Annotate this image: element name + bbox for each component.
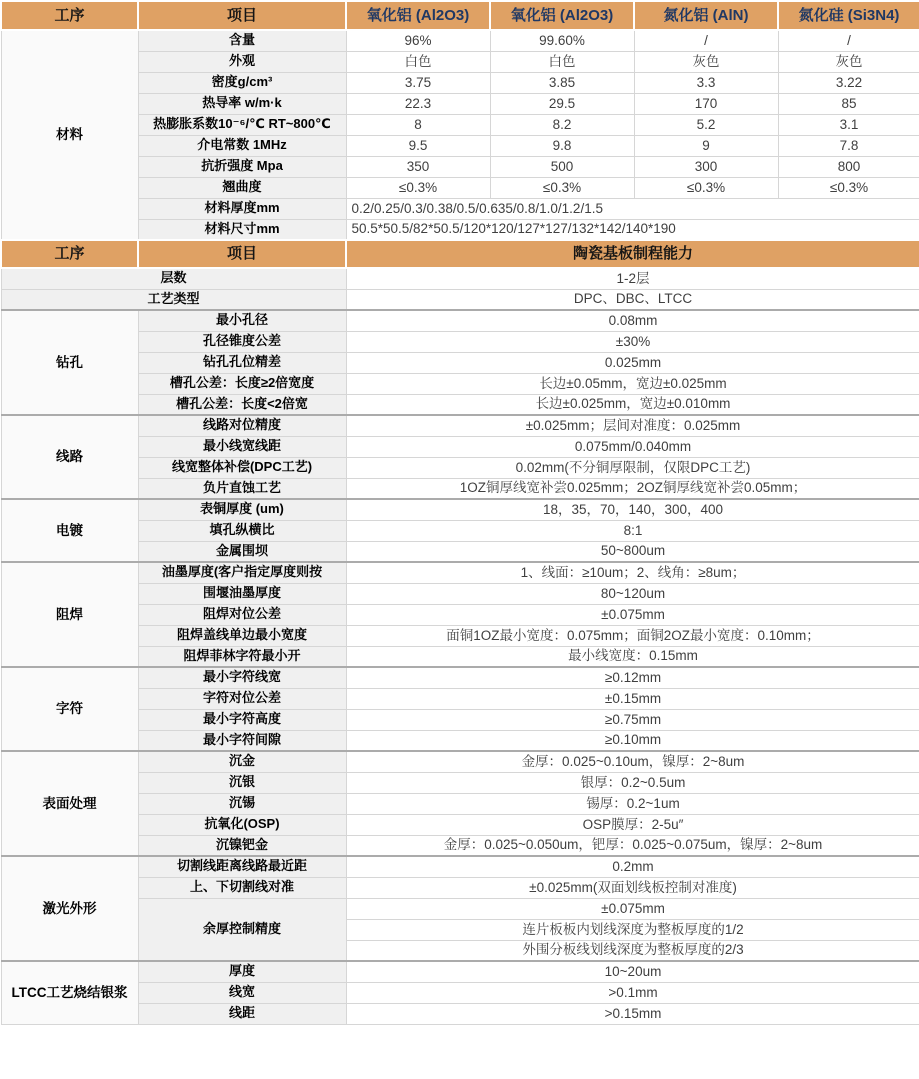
cell-value: 锡厚：0.2~1um [346,793,919,814]
cell-value: 0.02mm(不分铜厚限制，仅限DPC工艺) [346,457,919,478]
row-label: 线宽 [138,982,346,1003]
header-item-2: 项目 [138,240,346,268]
header-material-aln: 氮化铝 (AlN) [634,1,778,30]
row-label: 抗氧化(OSP) [138,814,346,835]
cell-value: 9.8 [490,135,634,156]
table-row [1,520,919,541]
cell-value: 350 [346,156,490,177]
table-row [1,583,919,604]
process-cell-surface-finish: 表面处理 [1,751,138,856]
row-label-thickness-control: 余厚控制精度 [138,898,346,961]
table-row [1,415,919,436]
cell-value: ±0.075mm [346,604,919,625]
cell-value: ±0.15mm [346,688,919,709]
row-label: 最小线宽线距 [138,436,346,457]
table-row [1,135,919,156]
cell-value: 长边±0.025mm，宽边±0.010mm [346,394,919,415]
cell-value: ≥0.75mm [346,709,919,730]
row-label: 最小字符高度 [138,709,346,730]
table-row [1,709,919,730]
cell-value: ≥0.10mm [346,730,919,751]
table-row [1,730,919,751]
table-row [1,156,919,177]
cell-value: 3.85 [490,72,634,93]
row-label: 沉金 [138,751,346,772]
table-row [1,982,919,1003]
cell-value: ≥0.12mm [346,667,919,688]
row-label: 线距 [138,1003,346,1024]
process-cell-circuit: 线路 [1,415,138,499]
capability-header-row [1,240,919,268]
cell-value: 3.75 [346,72,490,93]
cell-value: 29.5 [490,93,634,114]
table-row [1,72,919,93]
row-label: 沉锡 [138,793,346,814]
cell-value: 0.025mm [346,352,919,373]
cell-value: 1-2层 [346,268,919,289]
cell-value: ≤0.3% [346,177,490,198]
header-material-si3n4: 氮化硅 (Si3N4) [778,1,919,30]
process-cell-laser-outline: 激光外形 [1,856,138,961]
table-row [1,541,919,562]
cell-value: 金厚：0.025~0.10um，镍厚：2~8um [346,751,919,772]
cell-value: 7.8 [778,135,919,156]
cell-value: 白色 [490,51,634,72]
table-row [1,793,919,814]
row-label: 线宽整体补偿(DPC工艺) [138,457,346,478]
cell-value: 3.1 [778,114,919,135]
cell-value: 0.075mm/0.040mm [346,436,919,457]
cell-value: 1、线面：≥10um；2、线角：≥8um； [346,562,919,583]
row-label: 沉镍钯金 [138,835,346,856]
row-label: 孔径锥度公差 [138,331,346,352]
row-label: 含量 [138,30,346,51]
cell-value: 灰色 [778,51,919,72]
table-row [1,177,919,198]
row-label: 油墨厚度(客户指定厚度则按 [138,562,346,583]
cell-value: / [634,30,778,51]
process-cell-legend: 字符 [1,667,138,751]
cell-value: 8.2 [490,114,634,135]
table-row [1,667,919,688]
row-label: 金属围坝 [138,541,346,562]
table-row [1,856,919,877]
row-label: 最小孔径 [138,310,346,331]
cell-value: 1OZ铜厚线宽补尝0.025mm；2OZ铜厚线宽补尝0.05mm； [346,478,919,499]
row-label: 阻焊对位公差 [138,604,346,625]
cell-value: OSP膜厚：2-5u″ [346,814,919,835]
table-row [1,814,919,835]
table-row [1,268,919,289]
row-label: 槽孔公差：长度<2倍宽 [138,394,346,415]
cell-value: >0.1mm [346,982,919,1003]
table-row [1,562,919,583]
row-label: 材料厚度mm [138,198,346,219]
table-row [1,772,919,793]
row-label: 翘曲度 [138,177,346,198]
cell-value: 85 [778,93,919,114]
table-row [1,646,919,667]
cell-value: 5.2 [634,114,778,135]
cell-value: ≤0.3% [634,177,778,198]
cell-value: 白色 [346,51,490,72]
row-label: 材料尺寸mm [138,219,346,240]
cell-value: 18，35，70，140，300，400 [346,499,919,520]
table-row [1,51,919,72]
header-process: 工序 [1,1,138,30]
cell-value: ±0.025mm；层间对准度：0.025mm [346,415,919,436]
cell-value: 96% [346,30,490,51]
cell-value: 3.3 [634,72,778,93]
cell-value: 22.3 [346,93,490,114]
row-label: 围堰油墨厚度 [138,583,346,604]
process-cell-material: 材料 [1,30,138,240]
table-row [1,1003,919,1024]
row-label: 介电常数 1MHz [138,135,346,156]
cell-value: 99.60% [490,30,634,51]
cell-value: 灰色 [634,51,778,72]
cell-value: DPC、DBC、LTCC [346,289,919,310]
cell-value: 50~800um [346,541,919,562]
cell-value: ±0.075mm [346,898,919,919]
row-label: 字符对位公差 [138,688,346,709]
cell-value: 长边±0.05mm，宽边±0.025mm [346,373,919,394]
cell-value: ±30% [346,331,919,352]
cell-value: 最小线宽度：0.15mm [346,646,919,667]
cell-value: 170 [634,93,778,114]
table-row [1,604,919,625]
cell-value: 10~20um [346,961,919,982]
process-cell-soldermask: 阻焊 [1,562,138,667]
row-label: 线路对位精度 [138,415,346,436]
cell-value: 0.08mm [346,310,919,331]
cell-value: 800 [778,156,919,177]
table-row [1,688,919,709]
row-label: 层数 [1,268,346,289]
cell-value-span: 50.5*50.5/82*50.5/120*120/127*127/132*142/140*190 [346,219,919,240]
process-cell-drilling: 钻孔 [1,310,138,415]
row-label: 沉银 [138,772,346,793]
cell-value: 0.2mm [346,856,919,877]
cell-value: / [778,30,919,51]
cell-value-span: 0.2/0.25/0.3/0.38/0.5/0.635/0.8/1.0/1.2/1.5 [346,198,919,219]
table-row [1,198,919,219]
cell-value: 300 [634,156,778,177]
table-row [1,625,919,646]
table-row [1,93,919,114]
row-label: 阻焊菲林字符最小开 [138,646,346,667]
table-row [1,331,919,352]
table-row [1,961,919,982]
table-row [1,114,919,135]
cell-value: 银厚：0.2~0.5um [346,772,919,793]
row-label: 外观 [138,51,346,72]
row-label: 负片直蚀工艺 [138,478,346,499]
cell-value: 面铜1OZ最小宽度：0.075mm；面铜2OZ最小宽度：0.10mm； [346,625,919,646]
header-process-2: 工序 [1,240,138,268]
table-row [1,310,919,331]
header-material-al2o3-996: 氧化铝 (Al2O3) [490,1,634,30]
table-row [1,436,919,457]
header-item: 项目 [138,1,346,30]
cell-value: ±0.025mm(双面划线板控制对准度) [346,877,919,898]
cell-value: 9 [634,135,778,156]
row-label: 表铜厚度 (um) [138,499,346,520]
cell-value: 500 [490,156,634,177]
row-label: 密度g/cm³ [138,72,346,93]
table-row [1,457,919,478]
process-cell-ltcc: LTCC工艺烧结银浆 [1,961,138,1024]
row-label: 工艺类型 [1,289,346,310]
table-row [1,499,919,520]
cell-value: 9.5 [346,135,490,156]
material-header-row [1,1,919,30]
cell-value: 金厚：0.025~0.050um，钯厚：0.025~0.075um，镍厚：2~8um [346,835,919,856]
table-row [1,352,919,373]
table-row [1,898,919,919]
row-label: 阻焊盖线单边最小宽度 [138,625,346,646]
row-label: 最小字符间隙 [138,730,346,751]
row-label: 热膨胀系数10⁻⁶/℃ RT~800℃ [138,114,346,135]
cell-value: ≤0.3% [778,177,919,198]
cell-value: 8 [346,114,490,135]
row-label: 厚度 [138,961,346,982]
row-label: 填孔纵横比 [138,520,346,541]
row-label: 钻孔孔位精差 [138,352,346,373]
table-row [1,30,919,51]
cell-value: 连片板板内划线深度为整板厚度的1/2 [346,919,919,940]
cell-value: ≤0.3% [490,177,634,198]
table-row [1,219,919,240]
cell-value: 外围分板线划线深度为整板厚度的2/3 [346,940,919,961]
cell-value: >0.15mm [346,1003,919,1024]
row-label: 抗折强度 Mpa [138,156,346,177]
cell-value: 80~120um [346,583,919,604]
header-material-al2o3-96: 氧化铝 (Al2O3) [346,1,490,30]
row-label: 上、下切割线对准 [138,877,346,898]
row-label: 切割线距离线路最近距 [138,856,346,877]
table-row [1,373,919,394]
table-row [1,289,919,310]
header-capability: 陶瓷基板制程能力 [346,240,919,268]
table-row [1,877,919,898]
table-row [1,835,919,856]
table-row [1,751,919,772]
row-label: 槽孔公差：长度≥2倍宽度 [138,373,346,394]
table-row [1,478,919,499]
cell-value: 3.22 [778,72,919,93]
process-cell-plating: 电镀 [1,499,138,562]
row-label: 最小字符线宽 [138,667,346,688]
row-label: 热导率 w/m·k [138,93,346,114]
cell-value: 8:1 [346,520,919,541]
table-row [1,394,919,415]
